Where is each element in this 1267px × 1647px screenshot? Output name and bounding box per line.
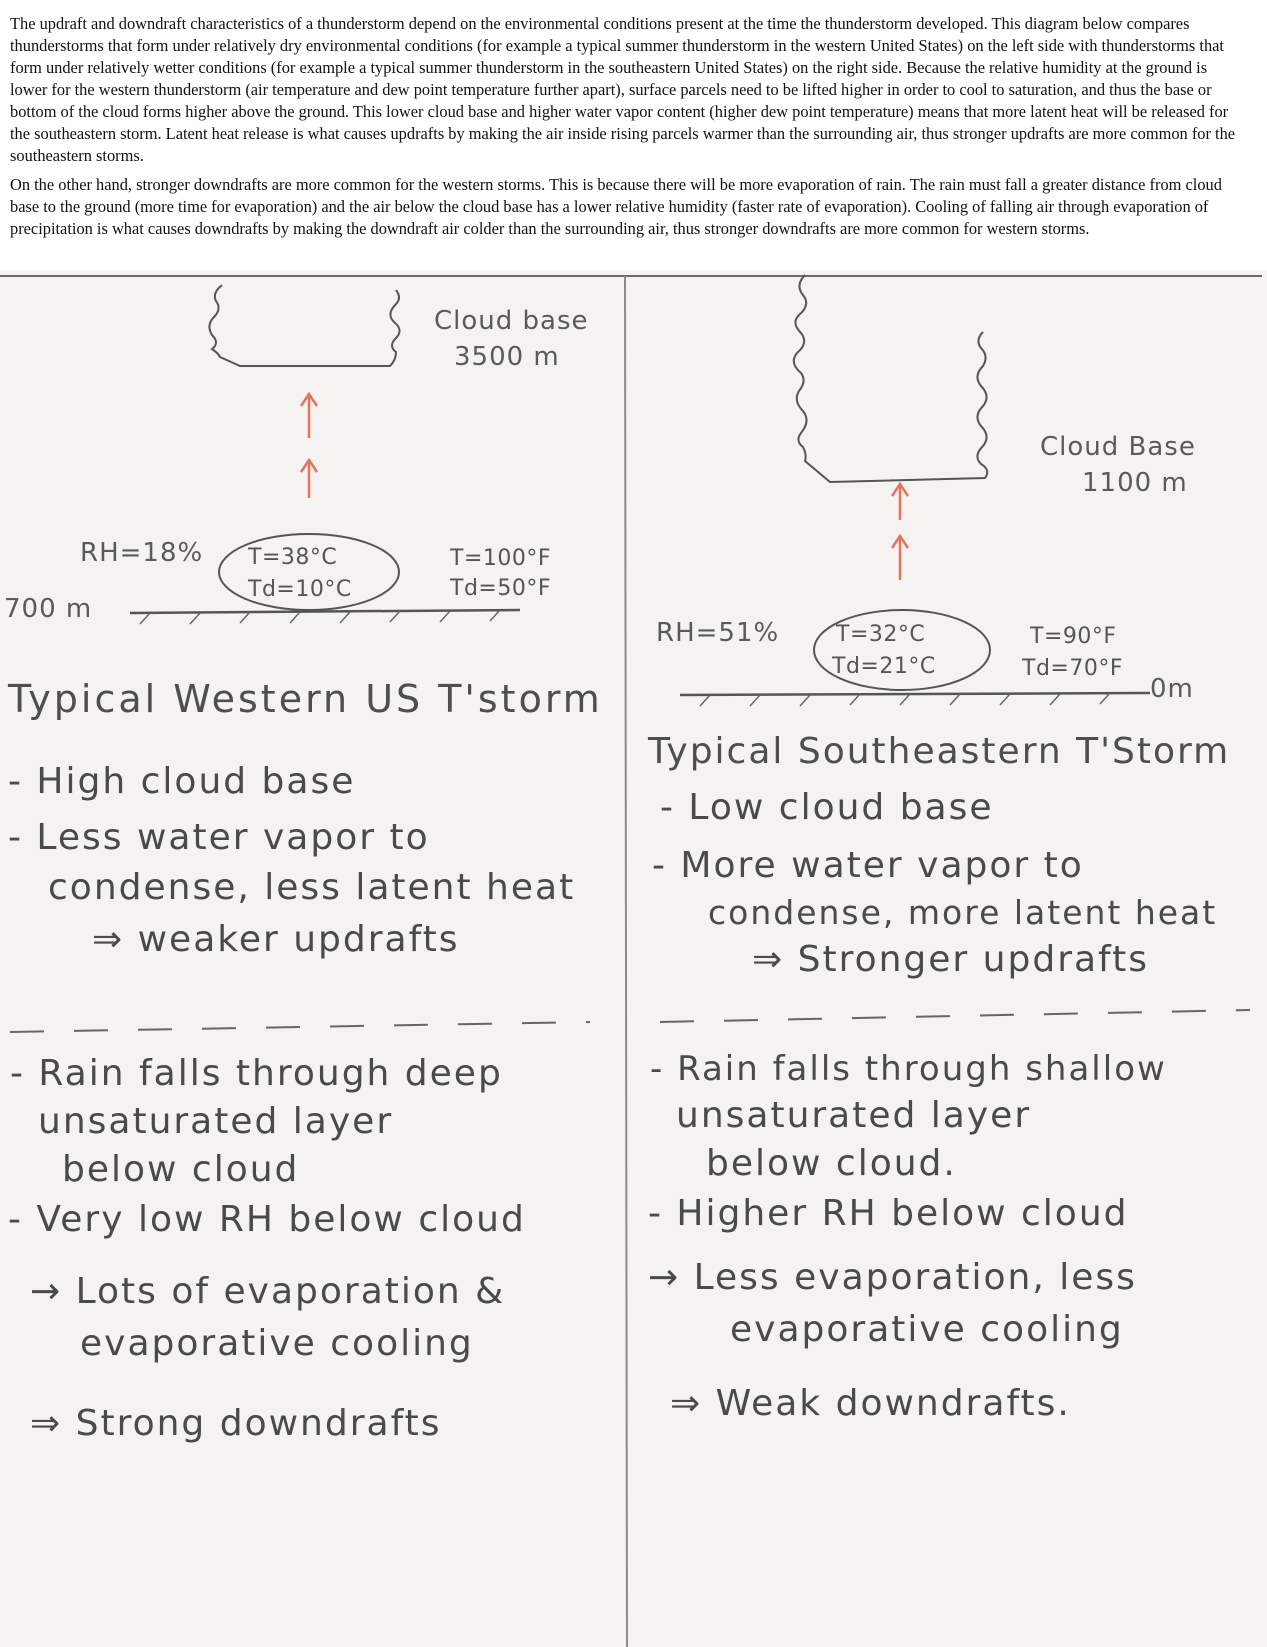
west-updraft-note-1: - High cloud base <box>8 761 356 802</box>
west-downdraft-note-6: evaporative cooling <box>80 1323 474 1364</box>
west-downdraft-note-4: - Very low RH below cloud <box>8 1199 526 1240</box>
east-updraft-note-1: - Low cloud base <box>660 787 994 828</box>
east-ground <box>680 693 1150 695</box>
east-rh-value: RH=51% <box>656 618 780 648</box>
east-cloud-icon <box>794 275 987 482</box>
east-downdraft-note-5: → Less evaporation, less <box>648 1257 1137 1298</box>
west-downdraft-note-2: unsaturated layer <box>38 1101 394 1142</box>
west-parcel-temperature: T=38°C <box>248 545 338 570</box>
west-dashed-separator <box>10 1022 590 1032</box>
west-parcel-dewpoint: Td=10°C <box>248 577 352 602</box>
west-downdraft-note-7: ⇒ Strong downdrafts <box>30 1403 442 1444</box>
west-updraft-arrows <box>301 394 317 498</box>
east-cloud-base-label: Cloud Base <box>1040 432 1196 462</box>
east-downdraft-note-3: below cloud. <box>706 1143 957 1184</box>
west-downdraft-note-5: → Lots of evaporation & <box>30 1271 506 1312</box>
center-divider <box>625 276 627 1647</box>
east-downdraft-note-4: - Higher RH below cloud <box>648 1193 1129 1234</box>
west-environment-dewpoint: Td=50°F <box>450 576 551 601</box>
west-updraft-note-4: ⇒ weaker updrafts <box>92 919 460 960</box>
west-downdraft-note-3: below cloud <box>62 1149 300 1190</box>
west-rh-value: RH=18% <box>80 538 204 568</box>
east-updraft-note-3: condense, more latent heat <box>708 893 1218 932</box>
east-parcel-dewpoint: Td=21°C <box>832 654 936 679</box>
west-environment-temperature: T=100°F <box>450 546 552 571</box>
west-updraft-note-3: condense, less latent heat <box>48 867 576 908</box>
west-ground-height: 700 m <box>4 594 93 624</box>
east-downdraft-note-2: unsaturated layer <box>676 1095 1032 1136</box>
east-environment-temperature: T=90°F <box>1030 624 1117 649</box>
hand-drawn-diagram <box>0 270 1267 1647</box>
east-parcel-temperature: T=32°C <box>836 622 926 647</box>
east-downdraft-note-1: - Rain falls through shallow <box>650 1049 1167 1089</box>
west-updraft-note-2: - Less water vapor to <box>8 817 430 858</box>
east-updraft-arrows <box>892 484 908 580</box>
east-downdraft-note-6: evaporative cooling <box>730 1309 1124 1350</box>
east-updraft-note-4: ⇒ Stronger updrafts <box>752 939 1149 980</box>
intro-text <box>0 0 1252 270</box>
east-downdraft-note-7: ⇒ Weak downdrafts. <box>670 1383 1071 1424</box>
east-dashed-separator <box>660 1010 1250 1022</box>
west-ground <box>130 610 520 613</box>
intro-paragraph-2: On the other hand, stronger downdrafts are more common for the western storms. This is because there will be more evaporation of rain. The rain must fall a greater distance from cloud base to the ground (more time for evaporation) and the air below the cloud base has a lower relative humidity (faster rate of evaporation). Cooling of falling air through evaporation of precipitation is what causes downdrafts by making the downdraft air colder than the surrounding air, thus stronger downdrafts are more common for western storms. <box>10 175 1222 238</box>
east-cloud-base-height: 1100 m <box>1082 468 1188 498</box>
east-updraft-note-2: - More water vapor to <box>652 845 1084 886</box>
west-downdraft-note-1: - Rain falls through deep <box>10 1053 503 1094</box>
west-title: Typical Western US T'storm <box>8 677 603 721</box>
intro-paragraph-1: The updraft and downdraft characteristics of a thunderstorm depend on the environmental conditions present at the time the thunderstorm developed. This diagram below compares thunderstorms that form under relatively dry environmental conditions (for example a typical summer thunderstorm in the western United States) on the left side with thunderstorms that form under relatively wetter conditions (for example a typical summer thunderstorm in the southeastern United States) on the right side. Because the relative humidity at the ground is lower for the western thunderstorm (air temperature and dew point temperature further apart), surface parcels need to be lifted higher in order to cool to saturation, and thus the base or bottom of the cloud forms higher above the ground. This lower cloud base and higher water vapor content (higher dew point temperature) means that more latent heat will be released for the southeastern storm. Latent heat release is what causes updrafts by making the air inside rising parcels warmer than the surrounding air, thus stronger updrafts are more common for the southeastern storms. <box>10 14 1236 165</box>
west-cloud-base-label: Cloud base <box>434 306 589 336</box>
east-ground-height: 0m <box>1150 674 1194 704</box>
west-cloud-icon <box>209 285 399 366</box>
east-title: Typical Southeastern T'Storm <box>648 731 1231 772</box>
west-cloud-base-height: 3500 m <box>454 342 560 372</box>
east-environment-dewpoint: Td=70°F <box>1022 656 1123 681</box>
